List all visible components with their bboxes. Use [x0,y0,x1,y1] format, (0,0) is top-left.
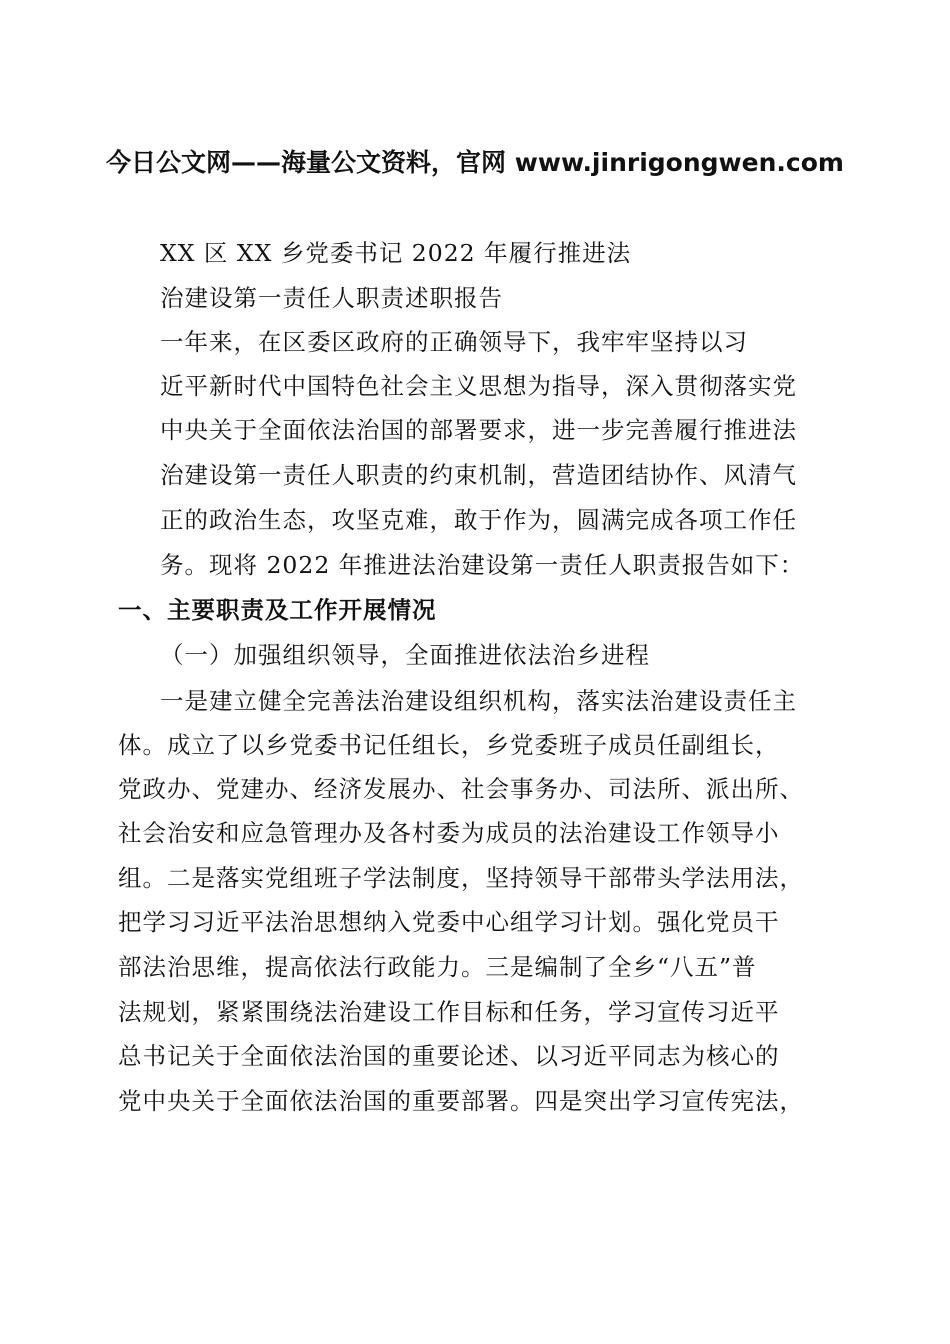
intro-paragraph-line: 治建设第一责任人职责的约束机制，营造团结协作、风清气 [160,461,797,489]
body-paragraph-line: 组。二是落实党组班子学法制度，坚持领导干部带头学法用法， [118,864,804,892]
intro-paragraph-line: 一年来，在区委区政府的正确领导下，我牢牢坚持以习 [160,328,748,356]
intro-paragraph-line: 近平新时代中国特色社会主义思想为指导，深入贯彻落实党 [160,372,797,400]
body-paragraph-line: 党政办、党建办、经济发展办、社会事务办、司法所、派出所、 [118,775,804,803]
intro-paragraph-line: 正的政治生态，攻坚克难，敢于作为，圆满完成各项工作任 [160,506,797,534]
document-title-line-1: XX 区 XX 乡党委书记 2022 年履行推进法 [160,239,632,267]
body-paragraph-line: 体。成立了以乡党委书记任组长，乡党委班子成员任副组长， [118,731,780,759]
site-banner: 今日公文网——海量公文资料，官网 www.jinrigongwen.com [106,148,844,177]
body-paragraph-line: 部法治思维，提高依法行政能力。三是编制了全乡“八五”普 [118,953,757,981]
subsection-heading: （一）加强组织领导，全面推进依法治乡进程 [160,641,650,669]
section-heading: 一、主要职责及工作开展情况 [118,596,437,624]
document-title-line-2: 治建设第一责任人职责述职报告 [160,284,503,312]
body-paragraph-line: 一是建立健全完善法治建设组织机构，落实法治建设责任主 [160,687,797,715]
body-paragraph-line: 把学习习近平法治思想纳入党委中心组学习计划。强化党员干 [118,908,780,936]
body-paragraph-line: 社会治安和应急管理办及各村委为成员的法治建设工作领导小 [118,819,780,847]
body-paragraph-line: 法规划，紧紧围绕法治建设工作目标和任务，学习宣传习近平 [118,998,780,1026]
body-paragraph-line: 党中央关于全面依法治国的重要部署。四是突出学习宣传宪法， [118,1087,804,1115]
body-paragraph-line: 总书记关于全面依法治国的重要论述、以习近平同志为核心的 [118,1042,780,1070]
intro-paragraph-line: 中央关于全面依法治国的部署要求，进一步完善履行推进法 [160,416,797,444]
intro-paragraph-line: 务。现将 2022 年推进法治建设第一责任人职责报告如下： [160,551,805,579]
